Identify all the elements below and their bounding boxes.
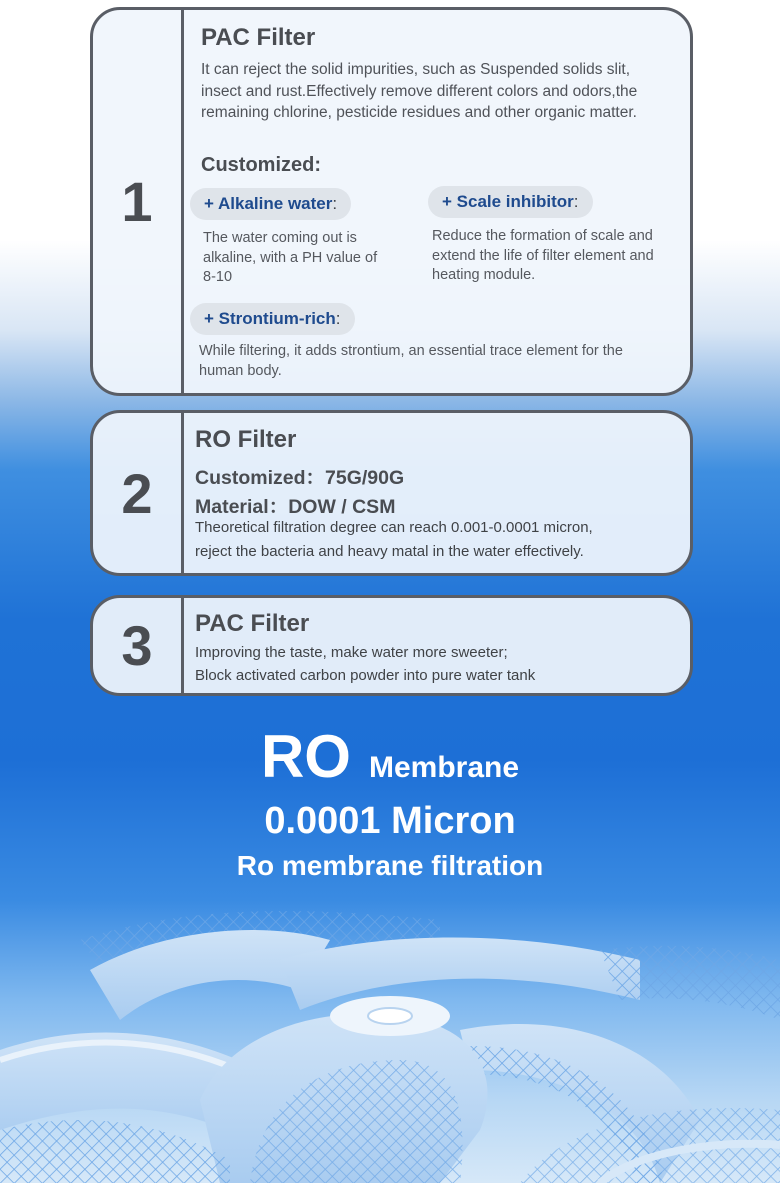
tag-colon: :	[573, 192, 579, 211]
micron-heading: 0.0001 Micron	[264, 800, 516, 842]
step-number-column	[93, 10, 184, 393]
tag-label: + Alkaline water	[204, 194, 333, 213]
description-line-1: Theoretical filtration degree can reach 0.001-0.0001 micron,	[195, 519, 593, 536]
tag-label: + Strontium-rich	[204, 309, 336, 328]
material-spec: Material：DOW / CSM	[195, 496, 396, 518]
description-line-2: Block activated carbon powder into pure water tank	[195, 667, 536, 684]
tag-colon: :	[332, 194, 338, 213]
description-line-1: Improving the taste, make water more sweeter;	[195, 644, 508, 661]
pac-filter-card	[90, 7, 693, 396]
membrane-text: Membrane	[368, 751, 520, 784]
ro-membrane-illustration	[0, 900, 780, 1183]
card-title: PAC Filter	[201, 24, 316, 51]
step-number-column	[93, 598, 184, 693]
step-number: 3	[121, 614, 153, 677]
customized-label: Customized:	[201, 154, 321, 176]
filtration-tagline: Ro membrane filtration	[236, 850, 544, 881]
scale-inhibitor-tag	[428, 186, 593, 218]
step-number-column	[93, 413, 184, 573]
ro-text: RO	[260, 723, 351, 790]
pac-filter-card-2	[90, 595, 693, 696]
tag-colon: :	[335, 309, 341, 328]
card-description: It can reject the solid impurities, such as Suspended solids slit, insect and rust.Effectively remove different colors and odors,the remaining chlorine, pesticide residues and other organic matter.	[201, 61, 638, 121]
alkaline-water-text: The water coming out is alkaline, with a PH value of 8-10	[203, 230, 378, 285]
strontium-rich-text: While filtering, it adds strontium, an essential trace element for the human body.	[199, 343, 623, 379]
description-line-2: reject the bacteria and heavy matal in the water effectively.	[195, 543, 584, 560]
step-number: 1	[121, 170, 153, 233]
tag-label: + Scale inhibitor	[442, 192, 574, 211]
card-title: RO Filter	[195, 426, 297, 453]
ro-filter-card	[90, 410, 693, 576]
strontium-rich-tag	[190, 303, 355, 335]
card-title: PAC Filter	[195, 610, 310, 637]
customized-spec: Customized：75G/90G	[195, 467, 405, 489]
step-number: 2	[121, 461, 153, 525]
alkaline-water-tag	[190, 188, 351, 220]
ro-membrane-heading	[0, 722, 780, 791]
scale-inhibitor-text: Reduce the formation of scale and extend the life of filter element and heating module.	[432, 228, 654, 283]
